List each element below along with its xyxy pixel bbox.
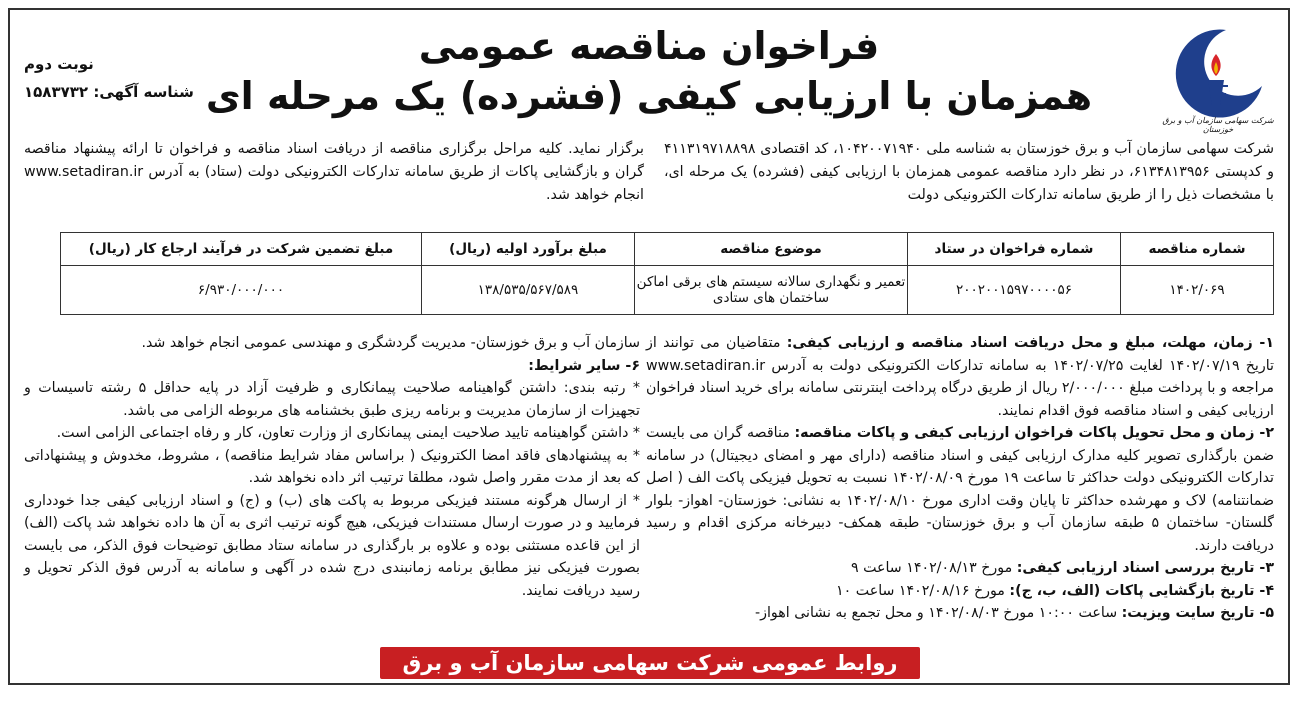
cell-setad-number: ۲۰۰۲۰۰۱۵۹۷۰۰۰۰۵۶ [908,266,1121,315]
logo-caption: شرکت سهامی سازمان آب و برق خوزستان [1162,116,1274,134]
sections-left-column [24,332,640,602]
title-line-1: فراخوان مناقصه عمومی [418,24,880,68]
section-4 [646,580,1274,603]
section-4-body: مورخ ۱۴۰۲/۰۸/۱۶ ساعت ۱۰ [836,582,1010,599]
table-row [61,266,1274,315]
section-1-title: ۱- زمان، مهلت، مبلغ و محل دریافت اسناد مناقصه و ارزیابی کیفی: [786,335,1274,351]
tender-table [60,232,1274,315]
section-5-body: ساعت ۱۰:۰۰ مورخ ۱۴۰۲/۰۸/۰۳ و محل تجمع به نشانی اهواز- [755,605,1122,621]
sections-right-column [646,332,1274,625]
section-3-body: مورخ ۱۴۰۲/۰۸/۱۳ ساعت ۹ [850,560,1017,576]
condition-item: * رتبه بندی: داشتن گواهینامه صلاحیت پیمانکاری و ظرفیت آزاد در پایه حداقل ۵ رشته تاسیسات و تجهیزات از سازمان مدیریت و برنامه ریزی طبق بخشنامه های مربوطه الزامی می باشد. [24,380,640,419]
header-subject: موضوع مناقصه [635,233,908,266]
header-estimate: مبلغ برآورد اولیه (ریال) [422,233,635,266]
notice-round: نوبت دوم [24,55,94,73]
section-5-continued: سازمان آب و برق خوزستان- مدیریت گردشگری و مهندسی عمومی انجام خواهد شد. [141,335,640,351]
section-1-body: متقاضیان می توانند از تاریخ ۱۴۰۲/۰۷/۱۹ لغایت ۱۴۰۲/۰۷/۲۵ به سامانه تدارکات الکترونیکی دولت به آدرس www.setadiran.ir مراجعه و با پرداخت مبلغ ۲/۰۰۰/۰۰۰ ریال از طریق درگاه پرداخت اینترنتی سامانه برای خرید اسناد فراخوان ارزیابی کیفی و اسناد مناقصه فوق اقدام نمایند. [646,335,1274,419]
section-3-title: ۳- تاریخ بررسی اسناد ارزیابی کیفی: [1016,560,1274,576]
title-line-2: همزمان با ارزیابی کیفی (فشرده) یک مرحله ای [205,74,1093,118]
tender-notice-page [8,8,1290,707]
cell-guarantee: ۶/۹۳۰/۰۰۰/۰۰۰ [61,266,422,315]
section-5 [646,602,1274,625]
section-3 [646,557,1274,580]
cell-tender-number: ۱۴۰۲/۰۶۹ [1121,266,1274,315]
ad-id-value: ۱۵۸۳۷۳۲ [24,83,89,101]
public-relations-footer: روابط عمومی شرکت سهامی سازمان آب و برق خوزستان [380,647,920,679]
table-header-row [61,233,1274,266]
section-2-body: مناقصه گران می بایست ضمن بارگذاری تصویر کلیه مدارک ارزیابی کیفی و اسناد مناقصه (دارای مهر و امضای دیجیتال) در سامانه تدارکات الکترونیکی دولت حداکثر تا ساعت ۱۹ مورخ ۱۴۰۲/۰۸/۰۹ نسبت به تحویل فیزیکی پاکت الف ( اصل ضمانتنامه) لاک و مهرشده حداکثر تا پایان وقت اداری مورخ ۱۴۰۲/۰۸/۱۰ به نشانی: خوزستان- اهواز- بلوار گلستان- ساختمان ۵ طبقه سازمان آب و برق خوزستان- طبقه همکف- دبیرخانه مرکزی اقدام و رسید دریافت دارند. [646,425,1274,554]
header-guarantee: مبلغ تضمین شرکت در فرآیند ارجاع کار (ریال) [61,233,422,266]
condition-item: * به پیشنهادهای فاقد امضا الکترونیک ( براساس مفاد شرایط مناقصه) ، مشروط، مخدوش و پیشنهاداتی که بعد از مدت مقرر واصل شود، مطلقا ترتیب اثر داده نخواهد شد. [24,447,640,486]
cell-subject: تعمیر و نگهداری سالانه سیستم های برقی اماکن ساختمان های ستادی [635,266,908,315]
section-2-title: ۲- زمان و محل تحویل پاکات فراخوان ارزیابی کیفی و پاکات مناقصه: [794,425,1274,441]
header-setad-number: شماره فراخوان در ستاد [908,233,1121,266]
ad-id [24,78,194,106]
section-6-title: ۶- سایر شرایط: [528,357,640,374]
section-2 [646,422,1274,557]
intro-right-paragraph: شرکت سهامی سازمان آب و برق خوزستان به شناسه ملی ۱۰۴۲۰۰۷۱۹۴۰، کد اقتصادی ۴۱۱۳۱۹۷۱۸۸۹۸ و کدپستی ۶۱۳۴۸۱۳۹۵۶، در نظر دارد مناقصه عمومی همزمان با ارزیابی کیفی (فشرده) یک مرحله ای، با مشخصات ذیل را از طریق سامانه تدارکات الکترونیکی دولت [664,141,1274,203]
condition-item: * داشتن گواهینامه تایید صلاحیت ایمنی پیمانکاری از وزارت تعاون، کار و رفاه اجتماعی الزامی است. [56,425,640,441]
condition-item: * از ارسال هرگونه مستند فیزیکی مربوط به پاکت های (ب) و (ج) و اسناد ارزیابی کیفی جدا خودداری فرمایید و در صورت ارسال مستندات فیزیکی، هیچ گونه ترتیب اثری به آن ها داده نخواهد شد پاکت (الف) از این قاعده مستثنی بوده و علاوه بر بارگذاری در سامانه ستاد مطابق توضیحات فوق الذکر، می بایست بصورت فیزیکی نیز مطابق برنامه زمانبندی درج شده در آگهی و سامانه به آدرس فوق الذکر تحویل و رسید دریافت نمایند. [24,492,640,599]
notice-info [24,50,194,106]
section-6 [24,355,640,378]
section-5-title: ۵- تاریخ سایت ویزیت: [1121,605,1274,621]
section-1 [646,332,1274,422]
header-tender-number: شماره مناقصه [1121,233,1274,266]
intro-left-paragraph: برگزار نماید. کلیه مراحل برگزاری مناقصه از دریافت اسناد مناقصه و فراخوان تا ارائه پیشنهاد مناقصه گران و بازگشایی پاکات از طریق سامانه تدارکات الکترونیکی دولت (ستاد) به آدرس www.setadiran.ir انجام خواهد شد. [24,141,644,203]
section-4-title: ۴- تاریخ بازگشایی پاکات (الف، ب، ج): [1009,582,1274,599]
ad-id-label: شناسه آگهی: [93,83,194,101]
cell-estimate: ۱۳۸/۵۳۵/۵۶۷/۵۸۹ [422,266,635,315]
